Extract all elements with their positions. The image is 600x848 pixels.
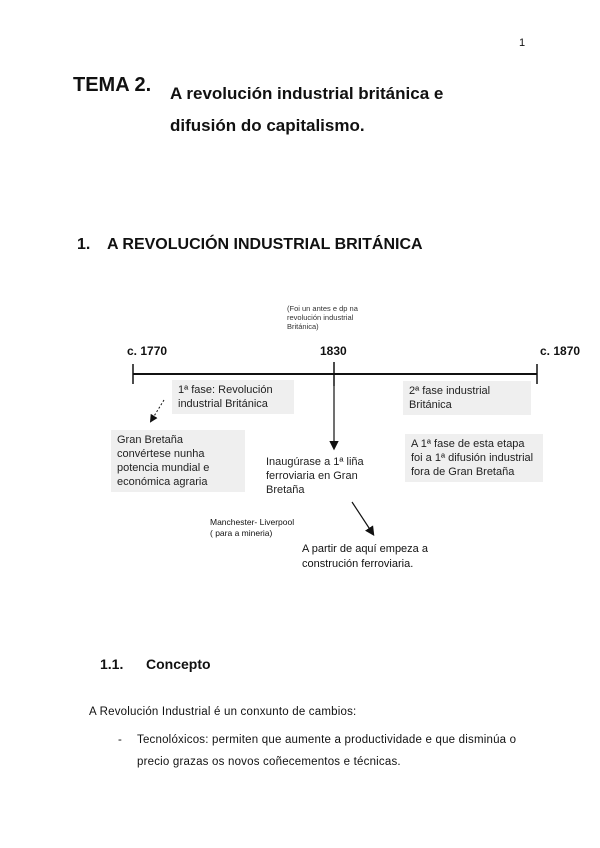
- bullet-dash: -: [118, 734, 123, 746]
- intro-text: A Revolución Industrial é un conxunto de cambios:: [89, 706, 357, 718]
- arrow-railway-construction: [352, 502, 373, 534]
- phase2-box: 2ª fase industrial Británica: [403, 381, 531, 415]
- section-number: 1.: [77, 236, 91, 253]
- construction-note: A partir de aquí empeza a construción ferroviaria.: [302, 543, 428, 570]
- arrow-phase1-gb: [151, 400, 164, 421]
- manchester-line2: ( para a mineria): [210, 528, 273, 538]
- year-1870: c. 1870: [540, 344, 581, 358]
- tema-title-line2: difusión do capitalismo.: [170, 116, 365, 135]
- phase1-box: 1ª fase: Revolución industrial Británica: [172, 380, 294, 414]
- railway-box: Inaugúrase a 1ª liña ferroviaria en Gran Bretaña: [266, 456, 364, 496]
- diffusion-box: A 1ª fase de esta etapa foi a 1ª difusión industrial fora de Gran Bretaña: [405, 434, 543, 482]
- subsection-number: 1.1.: [100, 656, 124, 672]
- page-number: 1: [519, 37, 526, 49]
- manchester-note: [210, 517, 294, 539]
- bullet-text: Tecnolóxicos: permiten que aumente a productividade e que disminúa o precio grazas os novos coñecementos e técnicas.: [137, 734, 517, 768]
- year-1770: c. 1770: [127, 344, 168, 358]
- gb-power-box: Gran Bretaña convértese nunha potencia mundial e económica agraria: [111, 430, 245, 492]
- manchester-line1: Manchester- Liverpool: [210, 517, 295, 527]
- note-1830: (Foi un antes e dp na revolución industrial Británica): [287, 304, 358, 331]
- tema-title-line1: A revolución industrial británica e: [170, 84, 444, 103]
- bullet-item: [118, 729, 518, 773]
- subsection-heading: [100, 656, 211, 672]
- tema-label: TEMA 2.: [73, 74, 152, 96]
- subsection-title: Concepto: [146, 656, 211, 672]
- year-1830: 1830: [320, 344, 347, 358]
- section-title: A REVOLUCIÓN INDUSTRIAL BRITÁNICA: [107, 236, 423, 253]
